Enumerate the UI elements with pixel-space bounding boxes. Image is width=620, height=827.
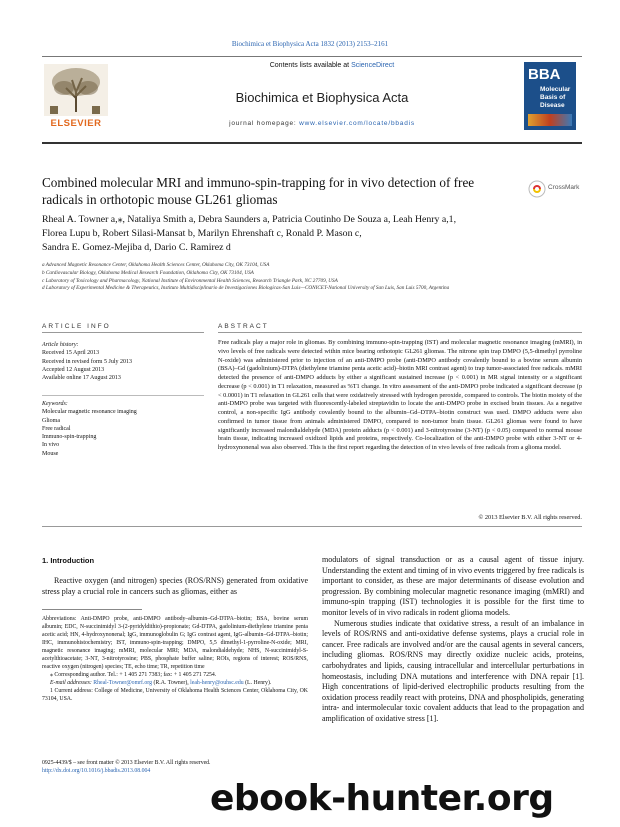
affiliation-d: d Laboratory of Experimental Medicine & Therapeutics, Instituto Multidisciplinario de Investigaciones Biologicas-San Luis—CONICET-National University of San Luis, San Luis 5700, Argentina bbox=[42, 285, 450, 292]
cover-subtitle-3: Disease bbox=[540, 102, 565, 109]
keyword-item: Free radical bbox=[42, 425, 71, 432]
cover-subtitle-1: Molecular bbox=[540, 86, 571, 93]
keyword-item: Immuno-spin-trapping bbox=[42, 434, 97, 441]
cover-subtitle-2: Basis of bbox=[540, 94, 566, 101]
abstract-bottom-rule bbox=[42, 526, 582, 527]
homepage-link[interactable]: www.elsevier.com/locate/bbadis bbox=[299, 120, 415, 127]
introduction-heading: 1. Introduction bbox=[42, 556, 95, 565]
doi-link[interactable]: http://dx.doi.org/10.1016/j.bbadis.2013.08.004 bbox=[42, 768, 151, 774]
affiliations bbox=[42, 262, 602, 293]
article-title: Combined molecular MRI and immuno-spin-trapping for in vivo detection of free radicals in orthotopic mouse GL261 gliomas bbox=[42, 175, 475, 207]
abstract-text: Free radicals play a major role in gliomas. By combining immuno-spin-trapping (IST) and molecular magnetic resonance imaging (mMRI), in vivo levels of free radicals were detected within mice bearing orthotopic GL261 gliomas. The nitrone spin trap DMPO (5,5-dimethyl pyrroline N-oxide) was administered prior to injection of an anti-DMPO probe (anti-DMPO antibody covalently bound to a bovine serum albumin (BSA)–Gd (gadolinium)-DTPA (diethylene triamine penta acetic acid)–biotin MRI contrast agent) to trap tumor-associated free radicals. mMRI detected the presence of anti-DMPO adducts by either a significant sustained increase (p < 0.001) in MR signal intensity or a significant decrease (p < 0.001) in T1 relaxation, measured as %T1 change. In vitro assessment of the anti-DMPO probe indicated a significant decrease (p < 0.0001) in T1 relaxation in GL261 cells that were oxidatively stressed with hydrogen peroxide, compared to controls. The biotin moiety of the anti-DMPO probe was targeted with fluorescently-labeled streptavidin to locate the anti-DMPO probe in excised brain tissues. As a negative control, a non-specific IgG antibody covalently bound to the albumin–Gd–DTPA–biotin construct was used. DMPO adducts were also confirmed in tumor tissue from animals administered DMPO, compared to non-tumor brain tissue. GL261 gliomas were found to have significantly increased malondialdehyde (MDA) protein adducts (p < 0.001) and 3-nitrotyrosine (3-NT) (p < 0.05) compared to normal mouse brain tissue, indicating increased oxidized lipids and proteins, respectively. Co-localization of the anti-DMPO probe with either 3-NT or 4-hydroxynonenal was also observed. This is the first report regarding the detection of in vivo levels of free radicals from a glioma model. bbox=[218, 339, 582, 451]
footnote-rule bbox=[42, 609, 142, 610]
cover-image-strip bbox=[528, 114, 572, 126]
keyword-item: Mouse bbox=[42, 450, 59, 457]
corresponding-author-footnote: ⁎ Corresponding author. Tel.: + 1 405 271 7383; fax: + 1 405 271 7254. bbox=[50, 672, 217, 678]
abstract-rule bbox=[218, 332, 582, 333]
journal-masthead bbox=[42, 60, 582, 136]
introduction-right-column bbox=[322, 555, 584, 725]
abstract-heading: ABSTRACT bbox=[218, 323, 269, 330]
authors-line-2[interactable]: Florea Lupu b, Robert Silasi-Mansat b, Marilyn Ehrenshaft c, Ronald P. Mason c, bbox=[42, 228, 362, 239]
author-list bbox=[42, 213, 582, 255]
authors-line-1[interactable]: Rheal A. Towner a,⁎, Nataliya Smith a, Debra Saunders a, Patricia Coutinho De Souza a, Leah Henry a,1, bbox=[42, 214, 457, 225]
publisher-logo-text: ELSEVIER bbox=[50, 118, 102, 129]
keyword-item: In vivo bbox=[42, 442, 60, 449]
sciencedirect-link[interactable]: ScienceDirect bbox=[351, 62, 395, 69]
footnotes bbox=[42, 615, 308, 703]
history-online: Available online 17 August 2013 bbox=[42, 375, 121, 382]
introduction-paragraph: Reactive oxygen (and nitrogen) species (ROS/RNS) generated from oxidative stress play a crucial role in cancers such as gliomas, either as bbox=[42, 576, 308, 596]
article-info-heading: ARTICLE INFO bbox=[42, 323, 111, 330]
keywords-rule bbox=[42, 395, 204, 396]
affiliation-a: a Advanced Magnetic Resonance Center, Oklahoma Health Sciences Center, Oklahoma City, OK 73104, USA bbox=[42, 262, 270, 268]
keywords bbox=[42, 400, 202, 458]
watermark-text: ebook-hunter.org bbox=[210, 778, 554, 819]
crossmark-badge[interactable] bbox=[528, 180, 588, 200]
current-address-footnote: 1 Current address: College of Medicine, University of Oklahoma Health Sciences Center, Oklahoma City, OK 73104, USA. bbox=[42, 688, 308, 702]
introduction-left-column bbox=[42, 576, 308, 597]
contents-line bbox=[242, 62, 422, 69]
article-info-rule bbox=[42, 332, 204, 333]
homepage-prefix: journal homepage: bbox=[229, 120, 300, 127]
email-name-henry: (L. Henry). bbox=[245, 680, 272, 686]
keywords-label: Keywords: bbox=[42, 401, 68, 407]
keyword-item: Molecular magnetic resonance imaging bbox=[42, 409, 137, 416]
issn-line: 0925-4439/$ – see front matter © 2013 Elsevier B.V. All rights reserved. bbox=[42, 760, 211, 766]
email-link-towner[interactable]: Rheal-Towner@omrf.org bbox=[93, 680, 153, 686]
introduction-paragraph: Numerous studies indicate that oxidative stress, a result of an imbalance in levels of ROS/RNS and anti-oxidative defense systems, plays a crucial role in cancer. Free radicals are involved and/or are the causal agents in several cancers, including gliomas. ROS/RNS may directly oxidize nucleic acids, proteins, carbohydrates and lipids, causing intracellular and intercellular perturbations in homeostasis, including DNA mutations and interference with DNA repair [1]. High concentrations of lipid-derived electrophilic products resulting from the oxidation process readily react with proteins, DNA and phospholipids, generating intra- and intermolecular toxic covalent adducts that lead to the propagation and amplification of oxidative stress [1]. bbox=[322, 618, 584, 723]
journal-title: Biochimica et Biophysica Acta bbox=[235, 90, 409, 105]
masthead-rule-top bbox=[42, 56, 582, 57]
email-label: E-mail addresses: bbox=[50, 680, 94, 686]
issn-block bbox=[42, 759, 308, 775]
contents-prefix: Contents lists available at bbox=[269, 62, 352, 69]
history-revised: Received in revised form 5 July 2013 bbox=[42, 358, 132, 365]
crossmark-label: CrossMark bbox=[548, 184, 580, 191]
article-history bbox=[42, 341, 202, 382]
affiliation-b: b Cardiovascular Biology, Oklahoma Medical Research Foundation, Oklahoma City, OK 73104, USA bbox=[42, 269, 254, 276]
masthead-rule-bottom bbox=[42, 142, 582, 144]
copyright-notice: © 2013 Elsevier B.V. All rights reserved. bbox=[478, 514, 582, 521]
cover-bba-text: BBA bbox=[528, 66, 561, 83]
journal-citation[interactable]: Biochimica et Biophysica Acta 1832 (2013) 2153–2161 bbox=[231, 40, 389, 48]
affiliation-c: c Laboratory of Toxicology and Pharmacology, National Institute of Environmental Health Sciences, Research Triangle Park, NC 27709, USA bbox=[42, 277, 338, 284]
keyword-item: Glioma bbox=[42, 417, 60, 424]
history-received: Received 15 April 2013 bbox=[42, 350, 100, 357]
authors-line-3[interactable]: Sandra E. Gomez-Mejiba d, Dario C. Ramirez d bbox=[42, 242, 231, 253]
journal-cover-image bbox=[524, 62, 576, 130]
email-name-towner: (R.A. Towner), bbox=[152, 680, 191, 686]
email-footnote bbox=[42, 679, 308, 687]
history-label: Article history: bbox=[42, 342, 79, 348]
journal-homepage bbox=[162, 120, 482, 127]
email-link-henry[interactable]: leah-henry@ouhsc.edu bbox=[190, 680, 244, 686]
history-accepted: Accepted 12 August 2013 bbox=[42, 366, 105, 373]
introduction-paragraph: modulators of signal transduction or as a causal agent of tissue injury. Understanding the extent and timing of in vivo events triggered by free radicals is important to consider, as these are major determinants of disease evolution and progression. By combining molecular magnetic resonance imaging (mMRI) and immuno-spin trapping (IST) technologies it is possible for the first time to monitor levels of in vivo radicals in rodent glioma models. bbox=[322, 555, 584, 617]
crossmark-icon bbox=[528, 180, 546, 198]
abbreviations-footnote: Abbreviations: Anti-DMPO probe, anti-DMPO antibody–albumin–Gd-DTPA–biotin; BSA, bovine serum albumin; EDC, N-succinimidyl 3-(2-pyridyldithio)-propionate; Gd-DTPA, gadolinium-diethylene triamine penta acetic acid; HN, 4-hydroxynonenal; IgG, immunoglobulin G; IgG contrast agent, IgG-albumin–Gd-DTPA–biotin; IHC, immunohistochemistry; IST, immuno-spin-trapping; DMPO, 5,5 dimethyl-1-pyrroline-N-oxide; MRI, magnetic resonance imaging; mMRI, molecular MRI; MDA, malondialdehyde; NHS, N-succinimidyl-S-acetylthioacetate; 3-NT, 3-nitrotyrosine; PBS, phosphate buffer saline; ROIs, regions of interest; ROS/RNS, reactive oxygen (nitrogen) species; TE, echo time; TR, repetition time bbox=[42, 616, 308, 670]
